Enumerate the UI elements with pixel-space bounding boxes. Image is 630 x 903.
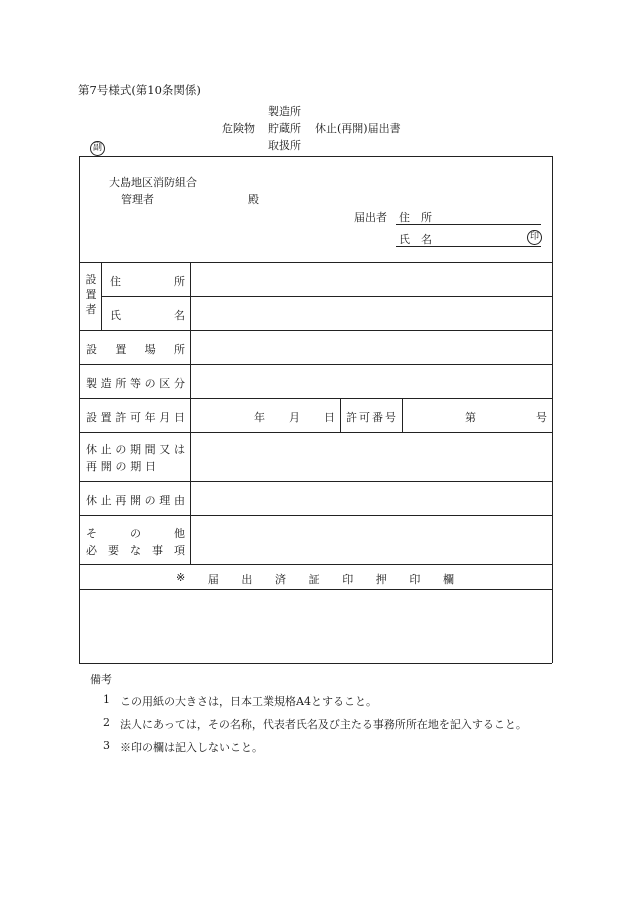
notifier-name-label: 氏 名 bbox=[399, 233, 432, 246]
category-field[interactable] bbox=[191, 365, 551, 397]
installer-label-char: 置 bbox=[85, 288, 97, 301]
permit-number-suffix: 号 bbox=[536, 411, 547, 424]
copy-stamp-icon: 副 bbox=[90, 141, 105, 156]
installer-address-field[interactable] bbox=[191, 263, 551, 295]
notifier-address-label: 住 所 bbox=[399, 211, 432, 224]
receipt-stamp-header: ※ 届 出 済 証 印 押 印 欄 bbox=[176, 571, 454, 586]
notifier-name-underline bbox=[396, 246, 541, 247]
title-prefix: 危険物 bbox=[222, 122, 255, 135]
permit-date-divider bbox=[340, 398, 341, 432]
note-number: 2 bbox=[103, 716, 110, 729]
frame-left-line bbox=[79, 156, 80, 663]
notifier-label: 届出者 bbox=[354, 211, 387, 224]
recipient-honorific: 殿 bbox=[248, 193, 259, 206]
installer-name-field[interactable] bbox=[191, 297, 551, 329]
installer-label-char: 者 bbox=[85, 303, 97, 316]
facility-type-manufacturing: 製造所 bbox=[268, 105, 301, 118]
notes-heading: 備考 bbox=[90, 673, 112, 686]
installer-label bbox=[84, 272, 98, 317]
receipt-stamp-area bbox=[80, 590, 551, 662]
permit-month-unit: 月 bbox=[289, 411, 300, 424]
installer-name-label: 氏 名 bbox=[110, 309, 185, 322]
note-text: この用紙の大きさは，日本工業規格A4とすること。 bbox=[120, 695, 377, 708]
facility-type-handling: 取扱所 bbox=[268, 139, 301, 152]
permit-date-field[interactable] bbox=[191, 399, 339, 431]
reason-field[interactable] bbox=[191, 482, 551, 514]
period-field[interactable] bbox=[191, 433, 551, 480]
note-text: ※印の欄は記入しないこと。 bbox=[120, 741, 263, 754]
installer-label-divider bbox=[101, 262, 102, 330]
permit-day-unit: 日 bbox=[324, 411, 335, 424]
note-text: 法人にあっては，その名称，代表者氏名及び主たる事務所所在地を記入すること。 bbox=[120, 718, 527, 731]
period-label-line2: 再 開 の 期 日 bbox=[86, 460, 156, 473]
note-number: 1 bbox=[103, 693, 110, 706]
recipient-organization: 大島地区消防組合 bbox=[109, 176, 197, 189]
category-label: 製 造 所 等 の 区 分 bbox=[86, 377, 185, 390]
form-number: 第7号様式(第10条関係) bbox=[78, 83, 201, 97]
frame-right-line bbox=[552, 156, 553, 663]
notifier-address-underline bbox=[396, 224, 541, 225]
frame-bottom-line bbox=[79, 663, 552, 664]
frame-top-line bbox=[79, 156, 552, 157]
title-suffix: 休止(再開)届出書 bbox=[315, 122, 401, 135]
permit-number-field[interactable] bbox=[403, 399, 551, 431]
row-line-stamp-header-top bbox=[79, 564, 552, 565]
other-field[interactable] bbox=[191, 516, 551, 563]
permit-number-prefix: 第 bbox=[465, 411, 476, 424]
other-label-line2: 必 要 な 事 項 bbox=[86, 544, 185, 557]
location-field[interactable] bbox=[191, 331, 551, 363]
permit-number-label: 許 可 番 号 bbox=[346, 411, 396, 424]
installer-address-label: 住 所 bbox=[110, 275, 185, 288]
notifier-seal-icon: 印 bbox=[527, 230, 542, 245]
location-label: 設 置 場 所 bbox=[86, 343, 185, 356]
note-number: 3 bbox=[103, 739, 110, 752]
other-label-line1: そ の 他 bbox=[86, 527, 185, 540]
reason-label: 休 止 再 開 の 理 由 bbox=[86, 494, 185, 507]
recipient-title: 管理者 bbox=[121, 193, 154, 206]
period-label-line1: 休 止 の 期 間 又 は bbox=[86, 443, 185, 456]
facility-type-storage: 貯蔵所 bbox=[268, 122, 301, 135]
permit-date-label: 設 置 許 可 年 月 日 bbox=[86, 411, 185, 424]
permit-year-unit: 年 bbox=[254, 411, 265, 424]
installer-label-char: 設 bbox=[85, 273, 97, 286]
